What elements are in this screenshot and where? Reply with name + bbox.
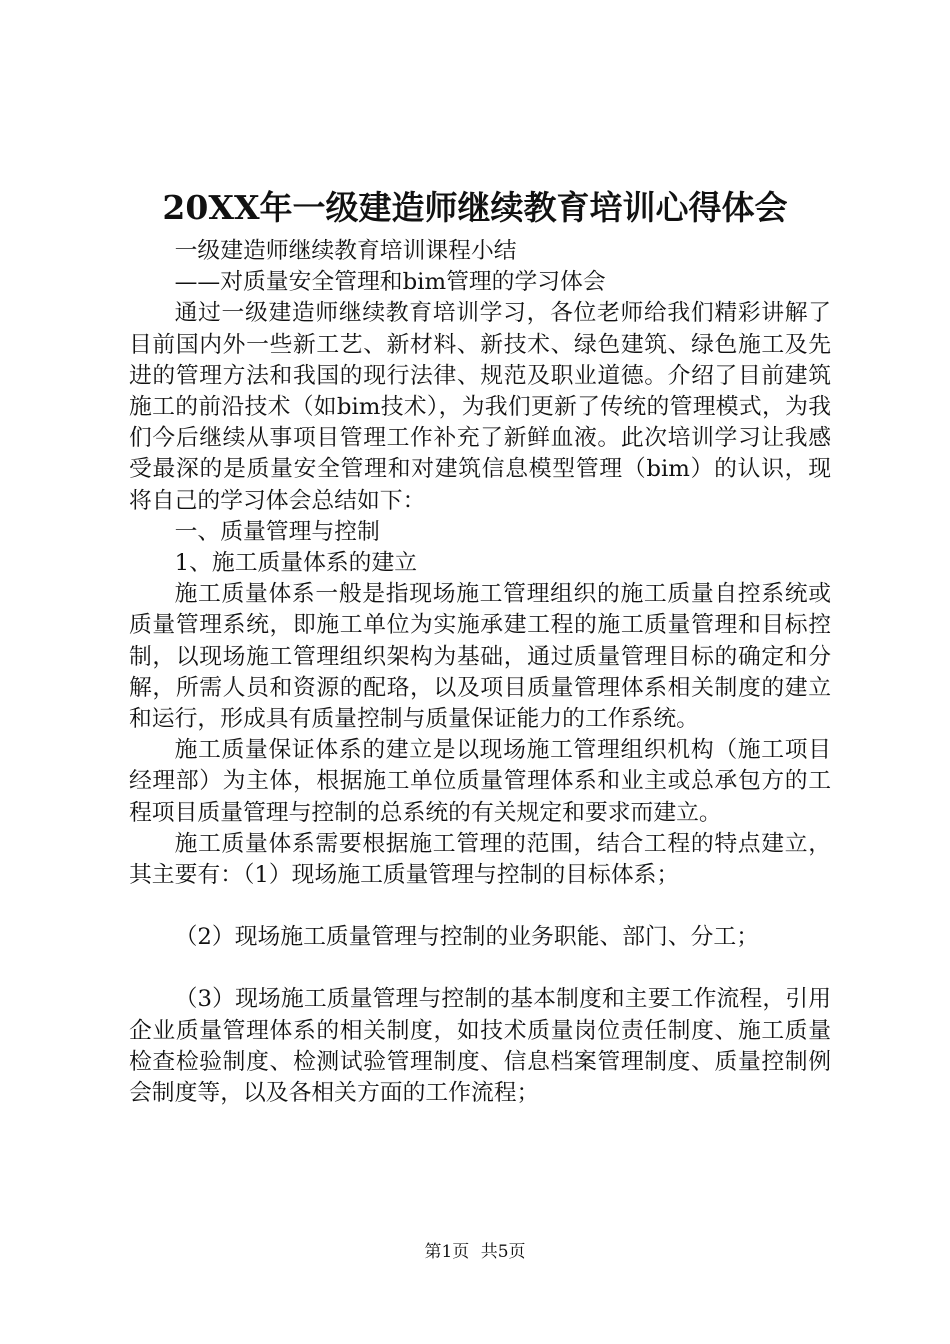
paragraph-item-3: （3）现场施工质量管理与控制的基本制度和主要工作流程，引用企业质量管理体系的相关制度，如技术质量岗位责任制度、施工质量检查检验制度、检测试验管理制度、信息档案管理制度、质量控制例会制度等，以及各相关方面的工作流程； [129,986,831,1107]
page-footer [0,1240,950,1264]
paragraph-quality-assurance: 施工质量保证体系的建立是以现场施工管理组织机构（施工项目经理部）为主体，根据施工单位质量管理体系和业主或总承包方的工程项目质量管理与控制的总系统的有关规定和要求而建立。 [129,737,831,826]
paragraph-system-contents: 施工质量体系需要根据施工管理的范围，结合工程的特点建立，其主要有：（1）现场施工质量管理与控制的目标体系； [129,830,831,889]
heading-section-one: 一、质量管理与控制 [174,518,380,545]
paragraph-subtitle: ——对质量安全管理和bim管理的学习体会 [174,269,606,296]
heading-subsection-one: 1、施工质量体系的建立 [174,550,418,577]
page-total: 共5页 [480,1242,526,1262]
document-title: 20XX年一级建造师继续教育培训心得体会 [162,188,788,227]
paragraph-quality-system: 施工质量体系一般是指现场施工管理组织的施工质量自控系统或质量管理系统，即施工单位为实施承建工程的施工质量管理和目标控制，以现场施工管理组织架构为基础，通过质量管理目标的确定和分解，所需人员和资源的配珞，以及项目质量管理体系相关制度的建立和运行，形成具有质量控制与质量保证能力的工作系统。 [129,581,831,733]
document-body [129,236,831,1109]
paragraph-course-summary: 一级建造师继续教育培训课程小结 [174,238,517,264]
paragraph-intro: 通过一级建造师继续教育培训学习，各位老师给我们精彩讲解了目前国内外一些新工艺、新材料、新技术、绿色建筑、绿色施工及先进的管理方法和我国的现行法律、规范及职业道德。介绍了目前建筑施工的前沿技术（如bim技术），为我们更新了传统的管理模式，为我们今后继续从事项目管理工作补充了新鲜血液。此次培训学习让我感受最深的是质量安全管理和对建筑信息模型管理（bim）的认识，现将自己的学习体会总结如下： [129,300,831,514]
paragraph-item-2: （2）现场施工质量管理与控制的业务职能、部门、分工； [174,924,760,951]
page-number: 第1页 [424,1242,470,1262]
